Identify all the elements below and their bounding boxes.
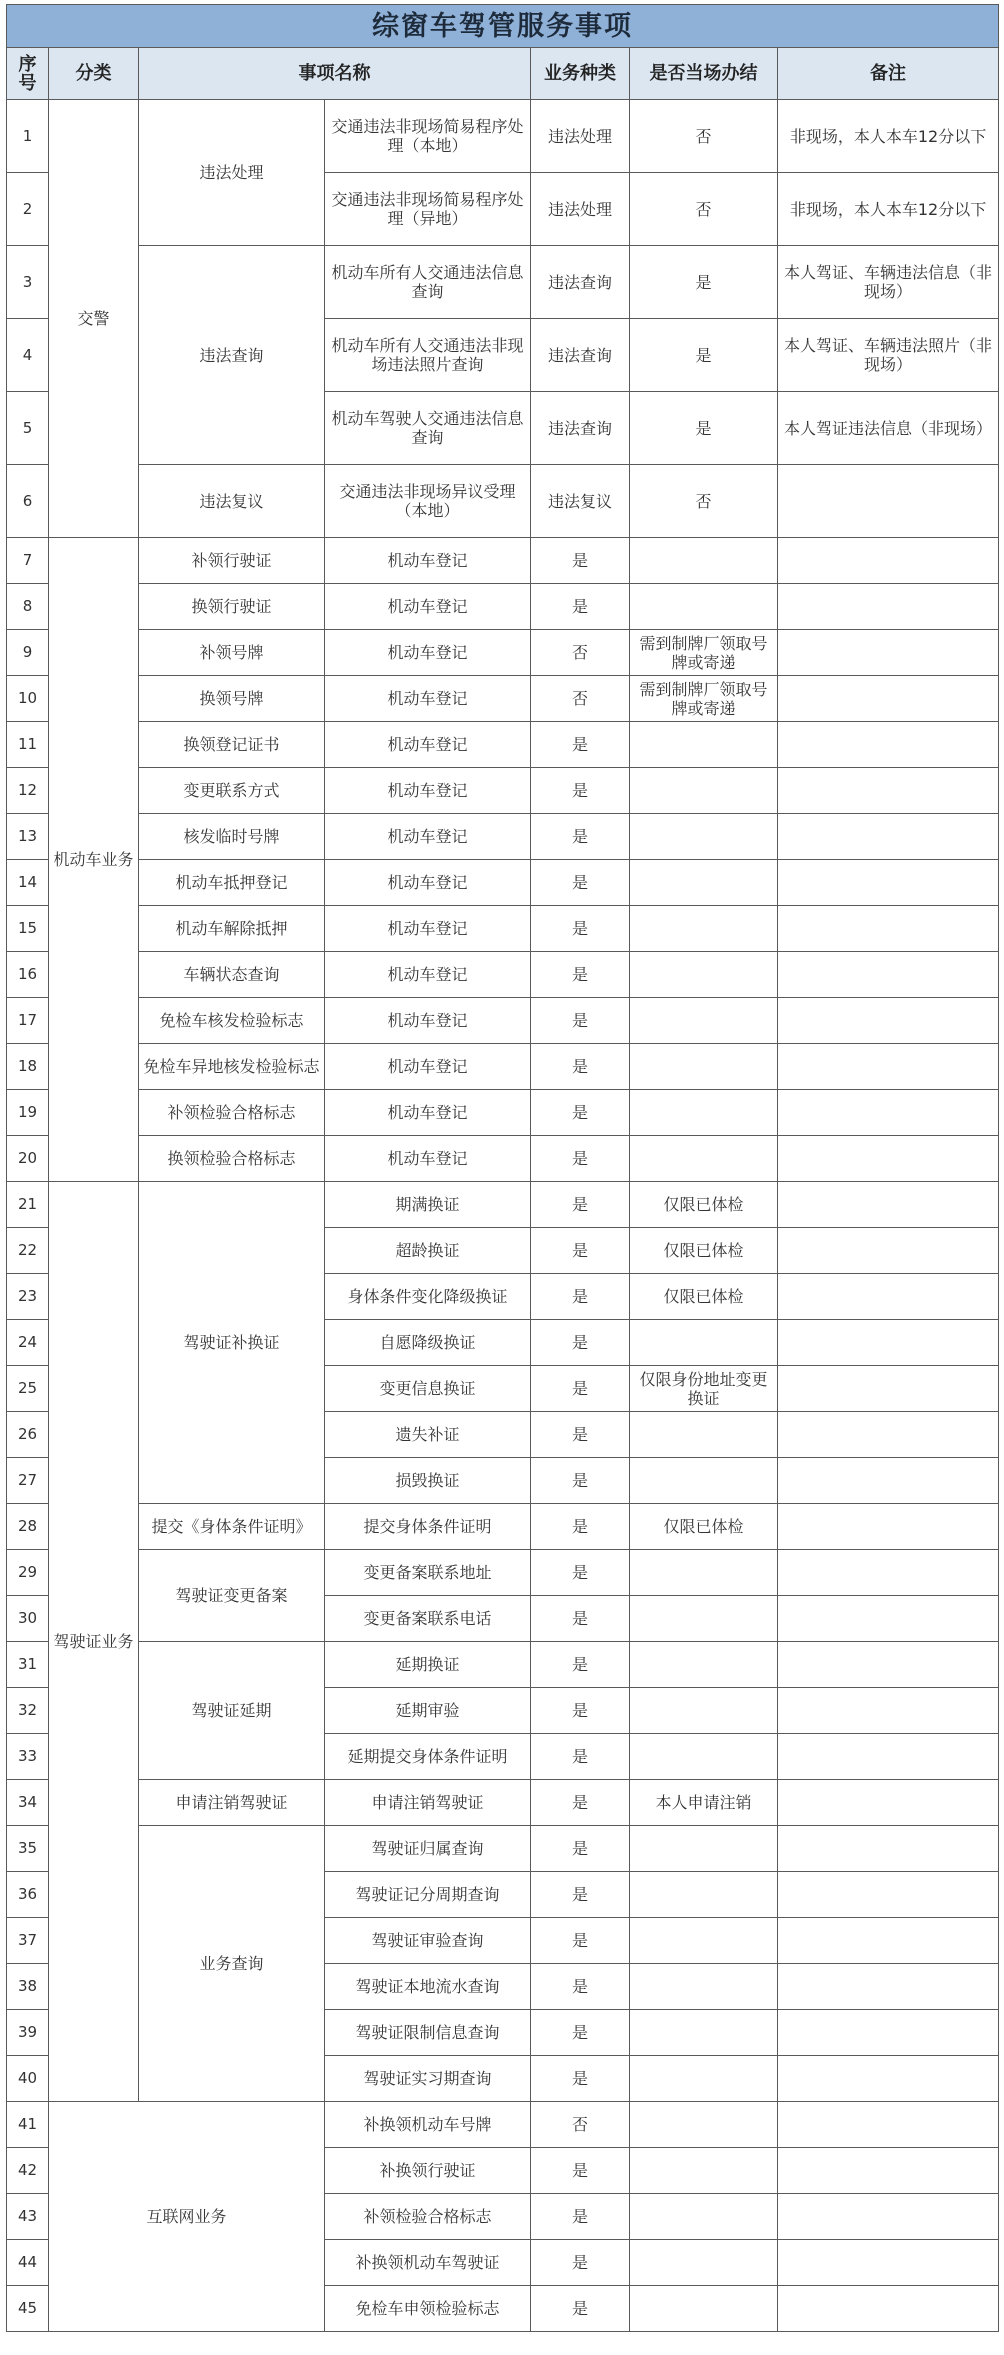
business-type-cell: 是 — [531, 906, 630, 952]
onsite-cell — [630, 860, 778, 906]
category-cell: 机动车业务 — [49, 538, 139, 1182]
onsite-cell: 否 — [630, 465, 778, 538]
item-name-cell: 机动车登记 — [325, 814, 531, 860]
subcategory-cell: 换领登记证书 — [139, 722, 325, 768]
row-number: 39 — [7, 2010, 49, 2056]
row-number: 35 — [7, 1826, 49, 1872]
row-number: 38 — [7, 1964, 49, 2010]
note-cell — [778, 722, 999, 768]
item-name-cell: 机动车登记 — [325, 584, 531, 630]
row-number: 22 — [7, 1228, 49, 1274]
note-cell — [778, 630, 999, 676]
row-number: 42 — [7, 2148, 49, 2194]
subcategory-cell: 补领行驶证 — [139, 538, 325, 584]
table-row — [7, 768, 999, 814]
subcategory-cell: 机动车解除抵押 — [139, 906, 325, 952]
subcategory-cell: 违法查询 — [139, 246, 325, 465]
note-cell — [778, 676, 999, 722]
subcategory-cell: 车辆状态查询 — [139, 952, 325, 998]
business-type-cell: 是 — [531, 1642, 630, 1688]
onsite-cell — [630, 768, 778, 814]
note-cell — [778, 2240, 999, 2286]
item-name-cell: 机动车登记 — [325, 630, 531, 676]
note-cell — [778, 584, 999, 630]
note-cell: 本人驾证违法信息（非现场） — [778, 392, 999, 465]
note-cell — [778, 1826, 999, 1872]
business-type-cell: 是 — [531, 2286, 630, 2332]
row-number: 12 — [7, 768, 49, 814]
note-cell — [778, 998, 999, 1044]
business-type-cell: 是 — [531, 1458, 630, 1504]
onsite-cell: 需到制牌厂领取号牌或寄递 — [630, 630, 778, 676]
subcategory-cell: 驾驶证补换证 — [139, 1182, 325, 1504]
business-type-cell: 是 — [531, 1734, 630, 1780]
row-number: 5 — [7, 392, 49, 465]
onsite-cell: 是 — [630, 319, 778, 392]
row-number: 10 — [7, 676, 49, 722]
business-type-cell: 是 — [531, 1320, 630, 1366]
note-cell: 本人驾证、车辆违法信息（非现场） — [778, 246, 999, 319]
onsite-cell — [630, 952, 778, 998]
note-cell — [778, 1136, 999, 1182]
row-number: 45 — [7, 2286, 49, 2332]
table-row — [7, 860, 999, 906]
note-cell — [778, 1964, 999, 2010]
category-cell: 交警 — [49, 100, 139, 538]
row-number: 28 — [7, 1504, 49, 1550]
table-row — [7, 676, 999, 722]
onsite-cell: 仅限已体检 — [630, 1504, 778, 1550]
header-category: 分类 — [49, 48, 139, 100]
item-name-cell: 机动车登记 — [325, 722, 531, 768]
onsite-cell: 仅限身份地址变更换证 — [630, 1366, 778, 1412]
onsite-cell: 本人申请注销 — [630, 1780, 778, 1826]
note-cell — [778, 2102, 999, 2148]
subcategory-cell: 申请注销驾驶证 — [139, 1780, 325, 1826]
table-row — [7, 952, 999, 998]
subcategory-cell: 驾驶证延期 — [139, 1642, 325, 1780]
note-cell — [778, 538, 999, 584]
business-type-cell: 是 — [531, 1136, 630, 1182]
row-number: 24 — [7, 1320, 49, 1366]
table-row — [7, 1044, 999, 1090]
table-body — [7, 100, 999, 2332]
item-name-cell: 免检车申领检验标志 — [325, 2286, 531, 2332]
note-cell — [778, 2194, 999, 2240]
subcategory-cell: 违法复议 — [139, 465, 325, 538]
note-cell — [778, 814, 999, 860]
item-name-cell: 期满换证 — [325, 1182, 531, 1228]
business-type-cell: 否 — [531, 630, 630, 676]
item-name-cell: 补换领机动车号牌 — [325, 2102, 531, 2148]
item-name-cell: 机动车登记 — [325, 998, 531, 1044]
item-name-cell: 机动车登记 — [325, 1044, 531, 1090]
item-name-cell: 补换领机动车驾驶证 — [325, 2240, 531, 2286]
service-table — [6, 4, 999, 2332]
table-row — [7, 1550, 999, 1596]
item-name-cell: 驾驶证实习期查询 — [325, 2056, 531, 2102]
business-type-cell: 是 — [531, 1504, 630, 1550]
subcategory-cell: 提交《身体条件证明》 — [139, 1504, 325, 1550]
note-cell: 非现场，本人本车12分以下 — [778, 100, 999, 173]
note-cell — [778, 1366, 999, 1412]
row-number: 14 — [7, 860, 49, 906]
business-type-cell: 是 — [531, 2148, 630, 2194]
onsite-cell — [630, 2102, 778, 2148]
onsite-cell — [630, 998, 778, 1044]
business-type-cell: 是 — [531, 1826, 630, 1872]
row-number: 11 — [7, 722, 49, 768]
onsite-cell — [630, 584, 778, 630]
category-cell: 互联网业务 — [49, 2102, 325, 2332]
row-number: 7 — [7, 538, 49, 584]
table-row — [7, 814, 999, 860]
onsite-cell — [630, 1872, 778, 1918]
row-number: 19 — [7, 1090, 49, 1136]
onsite-cell — [630, 1044, 778, 1090]
business-type-cell: 是 — [531, 722, 630, 768]
row-number: 43 — [7, 2194, 49, 2240]
item-name-cell: 身体条件变化降级换证 — [325, 1274, 531, 1320]
item-name-cell: 机动车所有人交通违法信息查询 — [325, 246, 531, 319]
item-name-cell: 延期审验 — [325, 1688, 531, 1734]
onsite-cell: 否 — [630, 173, 778, 246]
row-number: 1 — [7, 100, 49, 173]
row-number: 26 — [7, 1412, 49, 1458]
business-type-cell: 是 — [531, 1918, 630, 1964]
table-row — [7, 1780, 999, 1826]
row-number: 16 — [7, 952, 49, 998]
item-name-cell: 驾驶证限制信息查询 — [325, 2010, 531, 2056]
item-name-cell: 机动车登记 — [325, 538, 531, 584]
business-type-cell: 违法处理 — [531, 100, 630, 173]
onsite-cell: 仅限已体检 — [630, 1274, 778, 1320]
subcategory-cell: 补领号牌 — [139, 630, 325, 676]
table-row — [7, 584, 999, 630]
onsite-cell — [630, 2240, 778, 2286]
table-row — [7, 1504, 999, 1550]
business-type-cell: 违法查询 — [531, 319, 630, 392]
item-name-cell: 机动车登记 — [325, 768, 531, 814]
onsite-cell — [630, 722, 778, 768]
table-row — [7, 1826, 999, 1872]
row-number: 13 — [7, 814, 49, 860]
item-name-cell: 机动车登记 — [325, 860, 531, 906]
item-name-cell: 交通违法非现场简易程序处理（异地） — [325, 173, 531, 246]
onsite-cell — [630, 2010, 778, 2056]
subcategory-cell: 驾驶证变更备案 — [139, 1550, 325, 1642]
note-cell — [778, 860, 999, 906]
row-number: 25 — [7, 1366, 49, 1412]
item-name-cell: 变更备案联系电话 — [325, 1596, 531, 1642]
business-type-cell: 是 — [531, 2056, 630, 2102]
item-name-cell: 机动车驾驶人交通违法信息查询 — [325, 392, 531, 465]
item-name-cell: 驾驶证归属查询 — [325, 1826, 531, 1872]
header-item-name: 事项名称 — [139, 48, 531, 100]
note-cell — [778, 1734, 999, 1780]
item-name-cell: 延期提交身体条件证明 — [325, 1734, 531, 1780]
onsite-cell — [630, 1964, 778, 2010]
note-cell — [778, 1090, 999, 1136]
business-type-cell: 是 — [531, 2194, 630, 2240]
item-name-cell: 机动车登记 — [325, 1090, 531, 1136]
onsite-cell — [630, 1412, 778, 1458]
note-cell — [778, 2056, 999, 2102]
item-name-cell: 机动车登记 — [325, 906, 531, 952]
business-type-cell: 是 — [531, 814, 630, 860]
note-cell — [778, 1458, 999, 1504]
row-number: 36 — [7, 1872, 49, 1918]
item-name-cell: 申请注销驾驶证 — [325, 1780, 531, 1826]
item-name-cell: 机动车所有人交通违法非现场违法照片查询 — [325, 319, 531, 392]
item-name-cell: 超龄换证 — [325, 1228, 531, 1274]
row-number: 15 — [7, 906, 49, 952]
row-number: 33 — [7, 1734, 49, 1780]
business-type-cell: 是 — [531, 1688, 630, 1734]
business-type-cell: 是 — [531, 1044, 630, 1090]
row-number: 17 — [7, 998, 49, 1044]
row-number: 21 — [7, 1182, 49, 1228]
item-name-cell: 提交身体条件证明 — [325, 1504, 531, 1550]
business-type-cell: 违法查询 — [531, 246, 630, 319]
onsite-cell: 是 — [630, 392, 778, 465]
item-name-cell: 遗失补证 — [325, 1412, 531, 1458]
onsite-cell — [630, 906, 778, 952]
note-cell: 非现场，本人本车12分以下 — [778, 173, 999, 246]
onsite-cell — [630, 2056, 778, 2102]
note-cell — [778, 1642, 999, 1688]
row-number: 40 — [7, 2056, 49, 2102]
row-number: 18 — [7, 1044, 49, 1090]
row-number: 31 — [7, 1642, 49, 1688]
subcategory-cell: 换领检验合格标志 — [139, 1136, 325, 1182]
subcategory-cell: 业务查询 — [139, 1826, 325, 2102]
note-cell — [778, 1550, 999, 1596]
item-name-cell: 机动车登记 — [325, 676, 531, 722]
business-type-cell: 是 — [531, 2010, 630, 2056]
business-type-cell: 是 — [531, 768, 630, 814]
note-cell — [778, 1320, 999, 1366]
note-cell — [778, 1918, 999, 1964]
item-name-cell: 驾驶证审验查询 — [325, 1918, 531, 1964]
row-number: 20 — [7, 1136, 49, 1182]
item-name-cell: 损毁换证 — [325, 1458, 531, 1504]
item-name-cell: 补换领行驶证 — [325, 2148, 531, 2194]
subcategory-cell: 补领检验合格标志 — [139, 1090, 325, 1136]
business-type-cell: 是 — [531, 1182, 630, 1228]
onsite-cell — [630, 2286, 778, 2332]
onsite-cell — [630, 1918, 778, 1964]
business-type-cell: 是 — [531, 1780, 630, 1826]
note-cell — [778, 1872, 999, 1918]
note-cell — [778, 768, 999, 814]
page-title: 综窗车驾管服务事项 — [7, 5, 999, 48]
onsite-cell: 仅限已体检 — [630, 1182, 778, 1228]
note-cell — [778, 2148, 999, 2194]
note-cell: 本人驾证、车辆违法照片（非现场） — [778, 319, 999, 392]
business-type-cell: 是 — [531, 1964, 630, 2010]
business-type-cell: 否 — [531, 676, 630, 722]
business-type-cell: 是 — [531, 1090, 630, 1136]
row-number: 8 — [7, 584, 49, 630]
table-row — [7, 630, 999, 676]
note-cell — [778, 1182, 999, 1228]
header-onsite: 是否当场办结 — [630, 48, 778, 100]
note-cell — [778, 2010, 999, 2056]
item-name-cell: 变更信息换证 — [325, 1366, 531, 1412]
row-number: 44 — [7, 2240, 49, 2286]
business-type-cell: 是 — [531, 1366, 630, 1412]
table-row — [7, 246, 999, 319]
table-row — [7, 1090, 999, 1136]
onsite-cell — [630, 1550, 778, 1596]
category-cell: 驾驶证业务 — [49, 1182, 139, 2102]
onsite-cell — [630, 1090, 778, 1136]
subcategory-cell: 违法处理 — [139, 100, 325, 246]
table-row — [7, 722, 999, 768]
table-row — [7, 538, 999, 584]
business-type-cell: 违法处理 — [531, 173, 630, 246]
business-type-cell: 是 — [531, 1274, 630, 1320]
item-name-cell: 机动车登记 — [325, 1136, 531, 1182]
business-type-cell: 是 — [531, 584, 630, 630]
row-number: 30 — [7, 1596, 49, 1642]
item-name-cell: 驾驶证本地流水查询 — [325, 1964, 531, 2010]
note-cell — [778, 906, 999, 952]
business-type-cell: 是 — [531, 952, 630, 998]
row-number: 34 — [7, 1780, 49, 1826]
business-type-cell: 是 — [531, 1550, 630, 1596]
note-cell — [778, 1044, 999, 1090]
table-row — [7, 2102, 999, 2148]
business-type-cell: 否 — [531, 2102, 630, 2148]
note-cell — [778, 952, 999, 998]
onsite-cell — [630, 538, 778, 584]
subcategory-cell: 换领号牌 — [139, 676, 325, 722]
item-name-cell: 交通违法非现场简易程序处理（本地） — [325, 100, 531, 173]
row-number: 41 — [7, 2102, 49, 2148]
business-type-cell: 是 — [531, 1412, 630, 1458]
onsite-cell — [630, 1596, 778, 1642]
row-number: 27 — [7, 1458, 49, 1504]
onsite-cell — [630, 1826, 778, 1872]
onsite-cell — [630, 1734, 778, 1780]
table-row — [7, 1182, 999, 1228]
business-type-cell: 是 — [531, 998, 630, 1044]
item-name-cell: 自愿降级换证 — [325, 1320, 531, 1366]
note-cell — [778, 1228, 999, 1274]
item-name-cell: 驾驶证记分周期查询 — [325, 1872, 531, 1918]
table-row — [7, 465, 999, 538]
onsite-cell — [630, 1688, 778, 1734]
onsite-cell: 否 — [630, 100, 778, 173]
note-cell — [778, 465, 999, 538]
business-type-cell: 是 — [531, 1228, 630, 1274]
table-row — [7, 1136, 999, 1182]
table-row — [7, 998, 999, 1044]
subcategory-cell: 机动车抵押登记 — [139, 860, 325, 906]
onsite-cell: 是 — [630, 246, 778, 319]
onsite-cell — [630, 1136, 778, 1182]
header-no: 序号 — [7, 48, 49, 100]
item-name-cell: 延期换证 — [325, 1642, 531, 1688]
subcategory-cell: 换领行驶证 — [139, 584, 325, 630]
item-name-cell: 变更备案联系地址 — [325, 1550, 531, 1596]
business-type-cell: 是 — [531, 538, 630, 584]
note-cell — [778, 2286, 999, 2332]
note-cell — [778, 1504, 999, 1550]
onsite-cell: 需到制牌厂领取号牌或寄递 — [630, 676, 778, 722]
onsite-cell — [630, 2194, 778, 2240]
onsite-cell: 仅限已体检 — [630, 1228, 778, 1274]
subcategory-cell: 免检车异地核发检验标志 — [139, 1044, 325, 1090]
row-number: 32 — [7, 1688, 49, 1734]
business-type-cell: 违法查询 — [531, 392, 630, 465]
row-number: 6 — [7, 465, 49, 538]
onsite-cell — [630, 2148, 778, 2194]
note-cell — [778, 1412, 999, 1458]
row-number: 23 — [7, 1274, 49, 1320]
subcategory-cell: 变更联系方式 — [139, 768, 325, 814]
subcategory-cell: 核发临时号牌 — [139, 814, 325, 860]
note-cell — [778, 1688, 999, 1734]
table-row — [7, 906, 999, 952]
note-cell — [778, 1596, 999, 1642]
onsite-cell — [630, 1320, 778, 1366]
row-number: 37 — [7, 1918, 49, 1964]
note-cell — [778, 1780, 999, 1826]
header-type: 业务种类 — [531, 48, 630, 100]
item-name-cell: 交通违法非现场异议受理（本地） — [325, 465, 531, 538]
onsite-cell — [630, 814, 778, 860]
business-type-cell: 是 — [531, 2240, 630, 2286]
row-number: 9 — [7, 630, 49, 676]
table-row — [7, 1642, 999, 1688]
row-number: 2 — [7, 173, 49, 246]
row-number: 4 — [7, 319, 49, 392]
header-note: 备注 — [778, 48, 999, 100]
row-number: 29 — [7, 1550, 49, 1596]
subcategory-cell: 免检车核发检验标志 — [139, 998, 325, 1044]
business-type-cell: 是 — [531, 1872, 630, 1918]
onsite-cell — [630, 1642, 778, 1688]
item-name-cell: 机动车登记 — [325, 952, 531, 998]
item-name-cell: 补领检验合格标志 — [325, 2194, 531, 2240]
note-cell — [778, 1274, 999, 1320]
business-type-cell: 是 — [531, 860, 630, 906]
business-type-cell: 是 — [531, 1596, 630, 1642]
business-type-cell: 违法复议 — [531, 465, 630, 538]
onsite-cell — [630, 1458, 778, 1504]
table-row — [7, 100, 999, 173]
row-number: 3 — [7, 246, 49, 319]
